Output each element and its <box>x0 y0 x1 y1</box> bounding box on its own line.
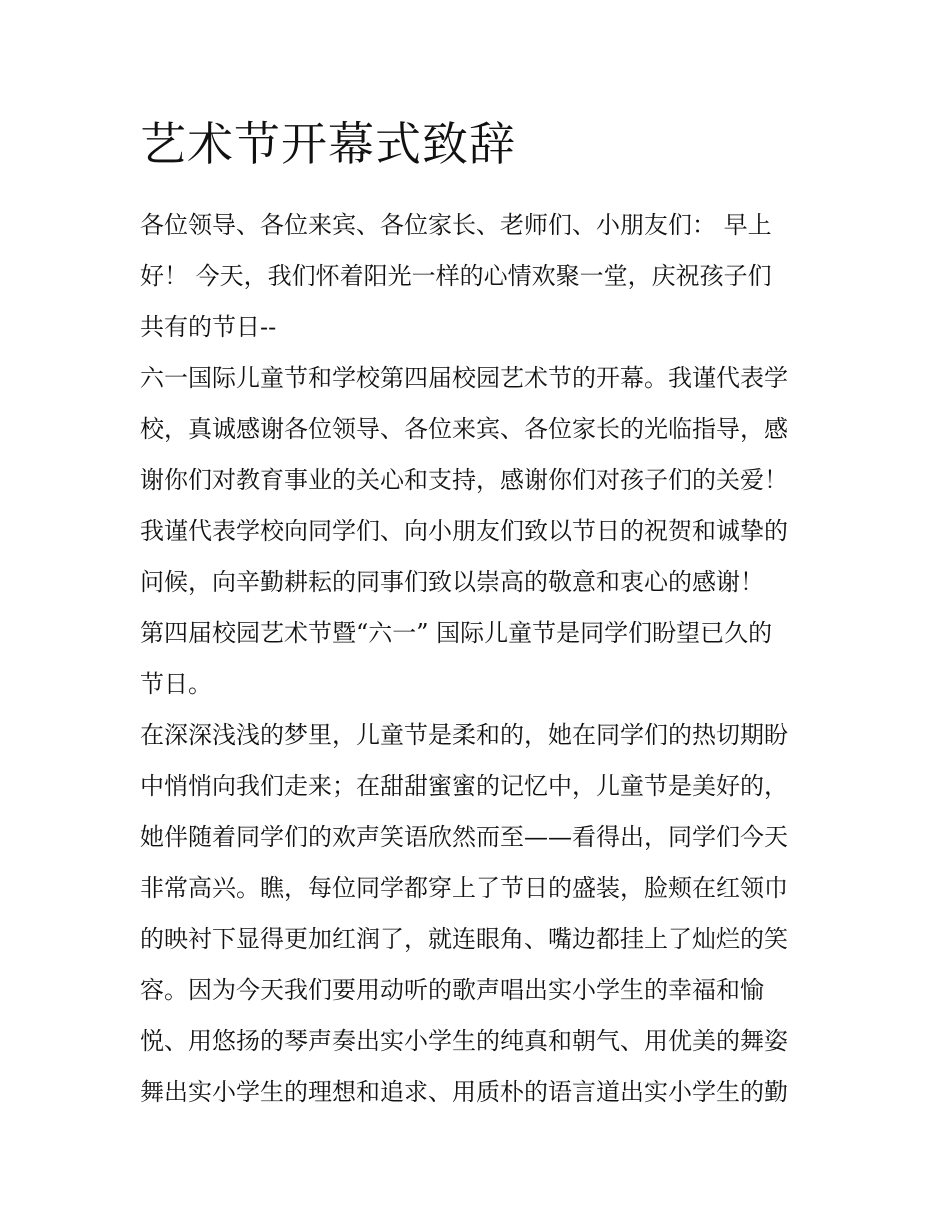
body-line: 共有的节日-- <box>140 313 277 341</box>
body-line: 问候，向辛勤耕耘的同事们致以崇高的敬意和衷心的感谢！ <box>140 568 764 596</box>
body-line: 第四届校园艺术节暨“六一” 国际儿童节是同学们盼望已久的 <box>140 619 773 647</box>
body-line: 悦、用悠扬的琴声奏出实小学生的纯真和朝气、用优美的舞姿 <box>140 1027 788 1055</box>
body-line: 我谨代表学校向同学们、向小朋友们致以节日的祝贺和诚挚的 <box>140 517 788 545</box>
body-line: 六一国际儿童节和学校第四届校园艺术节的开幕。我谨代表学 <box>140 364 788 392</box>
body-line: 她伴随着同学们的欢声笑语欣然而至——看得出，同学们今天 <box>140 823 788 851</box>
body-line: 在深深浅浅的梦里，儿童节是柔和的，她在同学们的热切期盼 <box>140 721 788 749</box>
body-line: 谢你们对教育事业的关心和支持，感谢你们对孩子们的关爱！ <box>140 466 788 494</box>
body-line: 舞出实小学生的理想和追求、用质朴的语言道出实小学生的勤 <box>140 1078 788 1106</box>
body-line: 非常高兴。瞧，每位同学都穿上了节日的盛装，脸颊在红领巾 <box>140 874 788 902</box>
document-content <box>140 112 820 1118</box>
body-line: 的映衬下显得更加红润了，就连眼角、嘴边都挂上了灿烂的笑 <box>140 925 788 953</box>
body-line: 中悄悄向我们走来；在甜甜蜜蜜的记忆中，儿童节是美好的， <box>140 772 788 800</box>
document-body <box>140 200 820 1118</box>
body-line: 好！ 今天，我们怀着阳光一样的心情欢聚一堂，庆祝孩子们 <box>140 262 772 290</box>
body-line: 节日。 <box>140 670 212 698</box>
body-line: 容。因为今天我们要用动听的歌声唱出实小学生的幸福和愉 <box>140 976 764 1004</box>
document-title: 艺术节开幕式致辞 <box>140 117 516 171</box>
body-line: 各位领导、各位来宾、各位家长、老师们、小朋友们： 早上 <box>140 211 772 239</box>
body-line: 校，真诚感谢各位领导、各位来宾、各位家长的光临指导，感 <box>140 415 788 443</box>
